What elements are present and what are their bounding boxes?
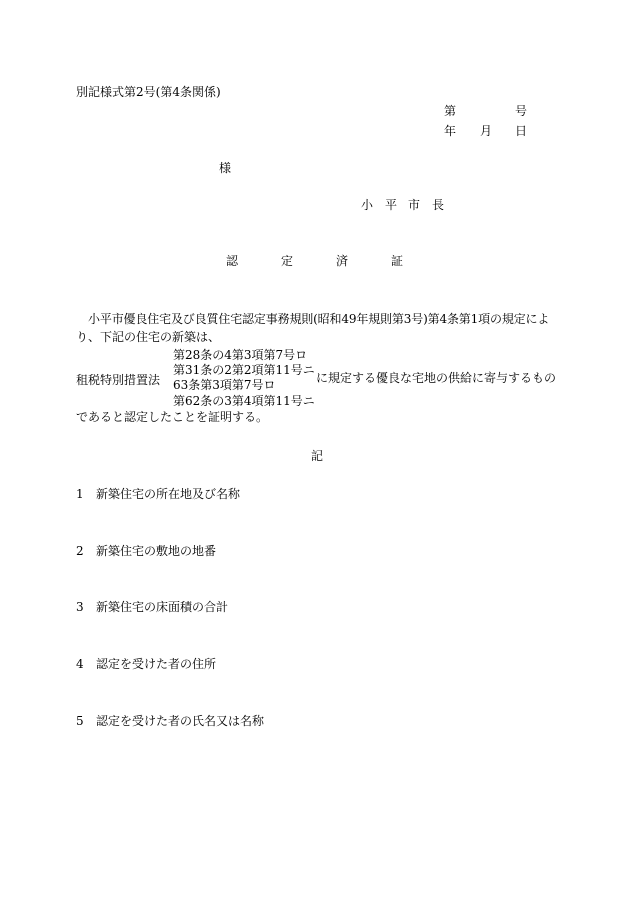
article-ref-4: 第62条の3第4項第11号ニ <box>173 394 315 408</box>
item-1-number: 1 <box>76 487 84 501</box>
body-line-2: り、下記の住宅の新築は、 <box>76 330 221 344</box>
item-5-number: 5 <box>76 714 84 728</box>
clause-tail: に規定する優良な宅地の供給に寄与するもの <box>316 371 557 385</box>
number-suffix: 号 <box>515 104 528 118</box>
item-2-number: 2 <box>76 544 84 558</box>
doc-title-char-1: 認 <box>226 254 239 268</box>
item-4-number: 4 <box>76 657 84 671</box>
article-ref-3: 63条第3項第7号ロ <box>173 378 276 392</box>
doc-title-char-2: 定 <box>281 254 294 268</box>
item-5-label: 認定を受けた者の氏名又は名称 <box>96 714 265 728</box>
issuer-char-1: 小 <box>361 198 374 212</box>
number-prefix: 第 <box>444 104 457 118</box>
item-3-label: 新築住宅の床面積の合計 <box>96 600 229 614</box>
date-month: 月 <box>480 124 493 138</box>
body-line-1: 小平市優良住宅及び良質住宅認定事務規則(昭和49年規則第3号)第4条第1項の規定によ <box>88 312 550 326</box>
item-1-label: 新築住宅の所在地及び名称 <box>96 487 241 501</box>
ki-marker: 記 <box>311 449 324 463</box>
issuer-char-2: 平 <box>385 198 398 212</box>
date-year: 年 <box>444 124 457 138</box>
item-2-label: 新築住宅の敷地の地番 <box>96 544 217 558</box>
issuer-char-3: 市 <box>408 198 421 212</box>
doc-title-char-3: 済 <box>336 254 349 268</box>
article-ref-1: 第28条の4第3項第7号ロ <box>173 348 308 362</box>
issuer-char-4: 長 <box>432 198 445 212</box>
item-3-number: 3 <box>76 600 84 614</box>
law-name: 租税特別措置法 <box>76 373 161 387</box>
date-day: 日 <box>515 124 528 138</box>
form-title: 別記様式第2号(第4条関係) <box>76 85 221 99</box>
article-ref-2: 第31条の2第2項第11号ニ <box>173 363 315 377</box>
addressee-suffix: 様 <box>219 161 232 175</box>
body-closing: であると認定したことを証明する。 <box>76 410 269 424</box>
item-4-label: 認定を受けた者の住所 <box>96 657 217 671</box>
doc-title-char-4: 証 <box>391 254 404 268</box>
